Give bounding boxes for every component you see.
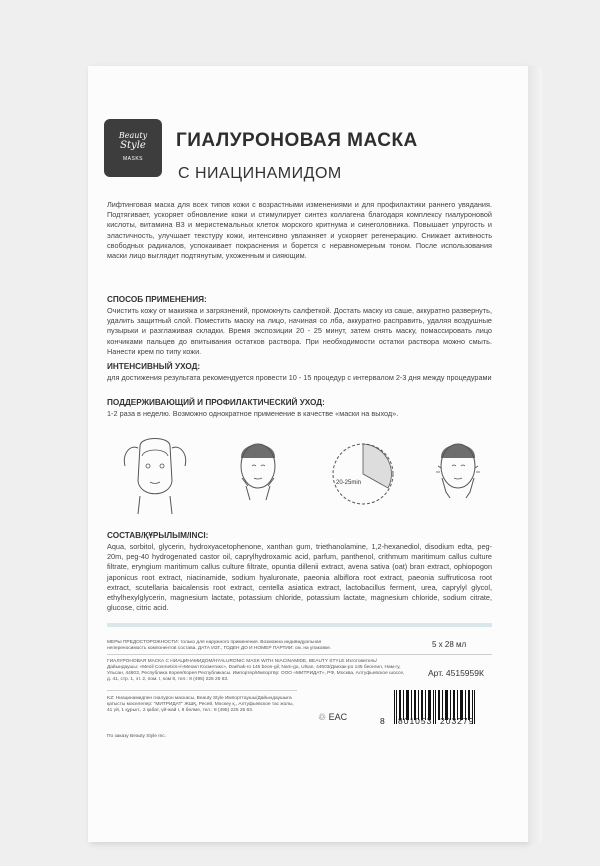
divider-line-2 [107,690,297,691]
article-number: Арт. 4515959К [428,668,484,678]
brand-line2: Style [120,140,146,151]
manufacturer-text: ГИАЛУРОНОВАЯ МАСКА С НИАЦИНАМИДОМ/HYALURONIC MASK WITH NIACINAMIDE, BEAUTY STYLE Изготовитель/ Дайындаушы: «Meoil Cosmetics»/«Меоил Косметикс», Daehak-ro 145 beon-gil, Nam-gu, Ulsan, 44603/Даехак-ро 145 беонгил, Нам-гу, Ульсан, 44603, Республика Корея/Корея Республикасы. Импортер/Импортёр: ООО «МИТРИДАТ», РФ, Москва, Алтуфьевское шоссе, д. 41, стр. 1, эт. 2, пом. I, ком 8, тел.: 8 (495) 225 25 63. [107,659,405,682]
intensive-text: для достижения результата рекомендуется провести 10 - 15 процедур с интервалом 2-3 дня между процедурами [107,373,492,382]
divider-bar [107,623,492,627]
intro-text: Лифтинговая маска для всех типов кожи с возрастными изменениями и для профилактики раннего увядания. Подтягивает, ускоряет обновление кожи и стимулирует синтез коллагена благодаря комплексу гиалуроновой кислоты, витамина B3 и меристемальных клеток морского критнума и синеголовника. Повышает упругость и эластичность, улучшает текстуру кожи, интенсивно увлажняет и ускоряет регенерацию. Снижает активность свободных радикалов, успокаивает покраснения и борется с неравномерным тоном. После использования маски лицо выглядит подтянутым, ухоженным и сияющим. [107,200,492,261]
divider-line [107,654,492,655]
barcode-digits-2: 801053 [398,716,433,726]
massage-icon [428,436,488,516]
intensive-heading: ИНТЕНСИВНЫЙ УХОД: [107,362,201,371]
product-title: ГИАЛУРОНОВАЯ МАСКА [176,130,418,151]
brand-line1: Beauty [118,131,148,140]
usage-icons [110,436,490,516]
usage-heading: СПОСОБ ПРИМЕНЕНИЯ: [107,295,207,304]
maintenance-text: 1-2 раза в неделю. Возможно однократное применение в качестве «маски на выход». [107,409,399,418]
package-side [528,66,542,842]
product-subtitle: С НИАЦИНАМИДОМ [178,165,342,182]
volume: 5 x 28 мл [432,640,467,649]
composition-text: Aqua, sorbitol, glycerin, hydroxyacetophenone, xanthan gum, triethanolamine, 1,2-hexanediol, disodium edta, peg-20m, peg-40 hydrogenated castor oil, caprylhydroxamic acid, parfum, panthenol, crithmum maritimum callus culture filtrate, eryngium maritimum callus culture filtrate, opuntia dillenii extract, avena sativa (oat) bran extract, ophiopogon japonicus root extract, niacinamide, sodium hyaluronate, paeonia albiflora root extract, paeonia suffruticosa root extract, scutellaria baicalensis root extract, centella asiatica extract, lactobacillus ferment, urea, caprylyl glycol, ethylhexylglycerin, magnesium lactate, potassium chloride, potassium lactate, magnesium chloride, sodium citrate, glucose, citric acid. [107,542,492,613]
kz-text: KZ: Ниацинамидпен гиалурон маскасы, Beauty Style Импорттаушы/Дайындаушыға қатысты мәселелер: "МИТРИДАТ" ЖШҚ, Ресей, Мәскеу қ., Алтуфьевское тас жолы, 41 үй, 1 құрыл., 2 қабат, үй-жай I, 8 бөлме, тел.: 8 (495) 225 25 63. [107,696,294,713]
smoothing-icon [228,436,288,516]
barcode-digits-3: 203279 [440,716,475,726]
apply-mask-icon [120,436,190,516]
maintenance-heading: ПОДДЕРЖИВАЮЩИЙ И ПРОФИЛАКТИЧЕСКИЙ УХОД: [107,398,325,407]
certification-marks: ♲ EAC [318,712,348,722]
timer-label: 20-25min [336,480,362,486]
brand-logo [104,119,162,177]
usage-text: Очистить кожу от макияжа и загрязнений, промокнуть салфеткой. Достать маску из саше, аккуратно развернуть, удалить защитный слой. Поместить маску на лицо, начиная со лба, аккуратно расправить, удаляя воздушные пузырьки и разглаживая складки. Время экспозиции 20 - 25 минут, затем снять маску, помассировать лицо кончиками пальцев до впитывания остатков раствора. При необходимости остатки раствора можно смыть. Нанести крем по типу кожи. [107,306,492,356]
precautions-text: МЕРЫ ПРЕДОСТОРОЖНОСТИ: только для наружного применения. Возможна индивидуальная непереносимость компонентов состава. ДАТА ИЗГ., ГОДЕН ДО И НОМЕР ПАРТИИ: см. на упаковке. [107,640,332,651]
composition-heading: СОСТАВ/ҚҰРЫЛЫМ/INCI: [107,531,209,540]
barcode-digit-1: 8 [380,716,386,726]
timer-icon [328,436,398,516]
brand-line3: MASKS [122,156,143,162]
order-note: По заказу Beauty Style Inc. [107,734,167,739]
